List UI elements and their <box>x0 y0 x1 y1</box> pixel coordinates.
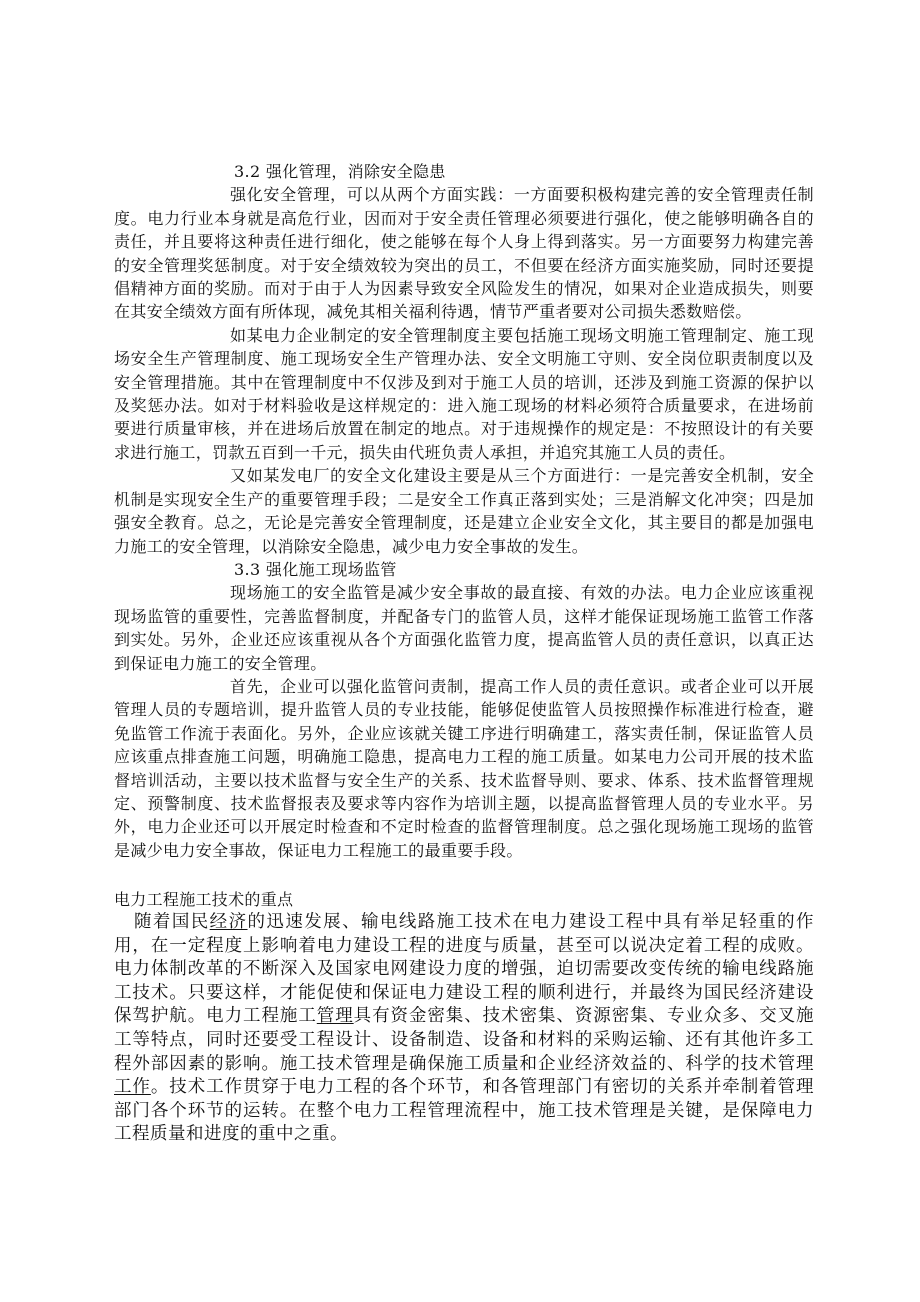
upper-text-block <box>114 160 814 862</box>
lower-text-block <box>114 888 814 1147</box>
paragraph: 首先，企业可以强化监管问责制，提高工作人员的责任意识。或者企业可以开展管理人员的专题培训，提升监管人员的专业技能，能够促使监管人员按照操作标准进行检查，避免监管工作流于表面化。另外，企业应该就关键工序进行明确建工，落实责任制，保证监管人员应该重点排查施工问题，明确施工隐患，提高电力工程的施工质量。如某电力公司开展的技术监督培训活动，主要以技术监督与安全生产的关系、技术监督导则、要求、体系、技术监督管理规定、预警制度、技术监督报表及要求等内容作为培训主题，以提高监督管理人员的专业水平。另外，电力企业还可以开展定时检查和不定时检查的监督管理制度。总之强化现场施工现场的监管是减少电力安全事故，保证电力工程施工的最重要手段。 <box>114 676 814 860</box>
body-text: 随着国民 <box>134 912 210 932</box>
paragraph: 又如某发电厂的安全文化建设主要是从三个方面进行：一是完善安全机制，安全机制是实现安全生产的重要管理手段；二是安全工作真正落到实处；三是消解文化冲突；四是加强安全教育。总之，无论是完善安全管理制度，还是建立企业安全文化，其主要目的都是加强电力施工的安全管理，以消除安全隐患，减少电力安全事故的发生。 <box>114 466 814 556</box>
paragraph: 强化安全管理，可以从两个方面实践：一方面要积极构建完善的安全管理责任制度。电力行业本身就是高危行业，因而对于安全责任管理必须要进行强化，使之能够明确各自的责任，并且要将这种责任进行细化，使之能够在每个人身上得到落实。另一方面要努力构建完善的安全管理奖惩制度。对于安全绩效较为突出的员工，不但要在经济方面实施奖励，同时还要提倡精神方面的奖励。而对于由于人为因素导致安全风险发生的情况，如果对企业造成损失，则要在其安全绩效方面有所体现，减免其相关福利待遇，情节严重者要对公司损失悉数赔偿。 <box>114 185 814 322</box>
management-link[interactable]: 管理 <box>316 1006 354 1027</box>
body-text: 具有资金密集、技术密集、资源密集、专业众多、交叉施工等特点，同时还要受工程设计、设备制造、设备和材料的采购运输、还有其他许多工程外部因素的影响。施工技术管理是确保施工质量和企业经济效益的、科学的技术管理 <box>114 1006 815 1074</box>
paragraph: 现场施工的安全监管是减少安全事故的最直接、有效的办法。电力企业应该重视现场监管的重要性，完善监督制度，并配备专门的监管人员，这样才能保证现场施工监管工作落到实处。另外，企业还应该重视从各个方面强化监管力度，提高监管人员的责任意识，以真正达到保证电力施工的安全管理。 <box>114 583 814 673</box>
economy-link[interactable]: 经济 <box>209 912 248 932</box>
tech-section-title: 电力工程施工技术的重点 <box>114 890 294 909</box>
work-link[interactable]: 工作 <box>114 1077 151 1098</box>
section-heading-3-3: 3.3 强化施工现场监管 <box>234 559 397 579</box>
tech-section-body <box>114 911 814 1147</box>
paragraph: 如某电力企业制定的安全管理制度主要包括施工现场文明施工管理制定、施工现场安全生产管理制度、施工现场安全生产管理办法、安全文明施工守则、安全岗位职责制度以及安全管理措施。其中在管理制度中不仅涉及到对于施工人员的培训，还涉及到施工资源的保护以及奖惩办法。如对于材料验收是这样规定的：进入施工现场的材料必须符合质量要求，在进场前要进行质量审核，并在进场后放置在制定的地点。对于违规操作的规定是：不按照设计的有关要求进行施工，罚款五百到一千元，损失由代班负责人承担，并追究其施工人员的责任。 <box>114 325 814 462</box>
body-text: 的迅速发展、输电线路施工技术在电力建设工程中具有举足轻重的作用，在一定程度上影响着电力建设工程的进度与质量，甚至可以说决定着工程的成败。电力体制改革的不断深入及国家电网建设力度的增强，迫切需要改变传统的输电线路施工技术。只要这样，才能促使和保证电力建设工程的顺利进行，并最终为国民经济建设保驾护航。电力工程施工 <box>114 912 815 1027</box>
body-text: 。技术工作贯穿于电力工程的各个环节，和各管理部门有密切的关系并牵制着管理部门各个环节的运转。在整个电力工程管理流程中，施工技术管理是关键，是保障电力工程质量和进度的重中之重。 <box>114 1077 815 1145</box>
section-heading-3-2: 3.2 强化管理，消除安全隐患 <box>234 162 446 181</box>
